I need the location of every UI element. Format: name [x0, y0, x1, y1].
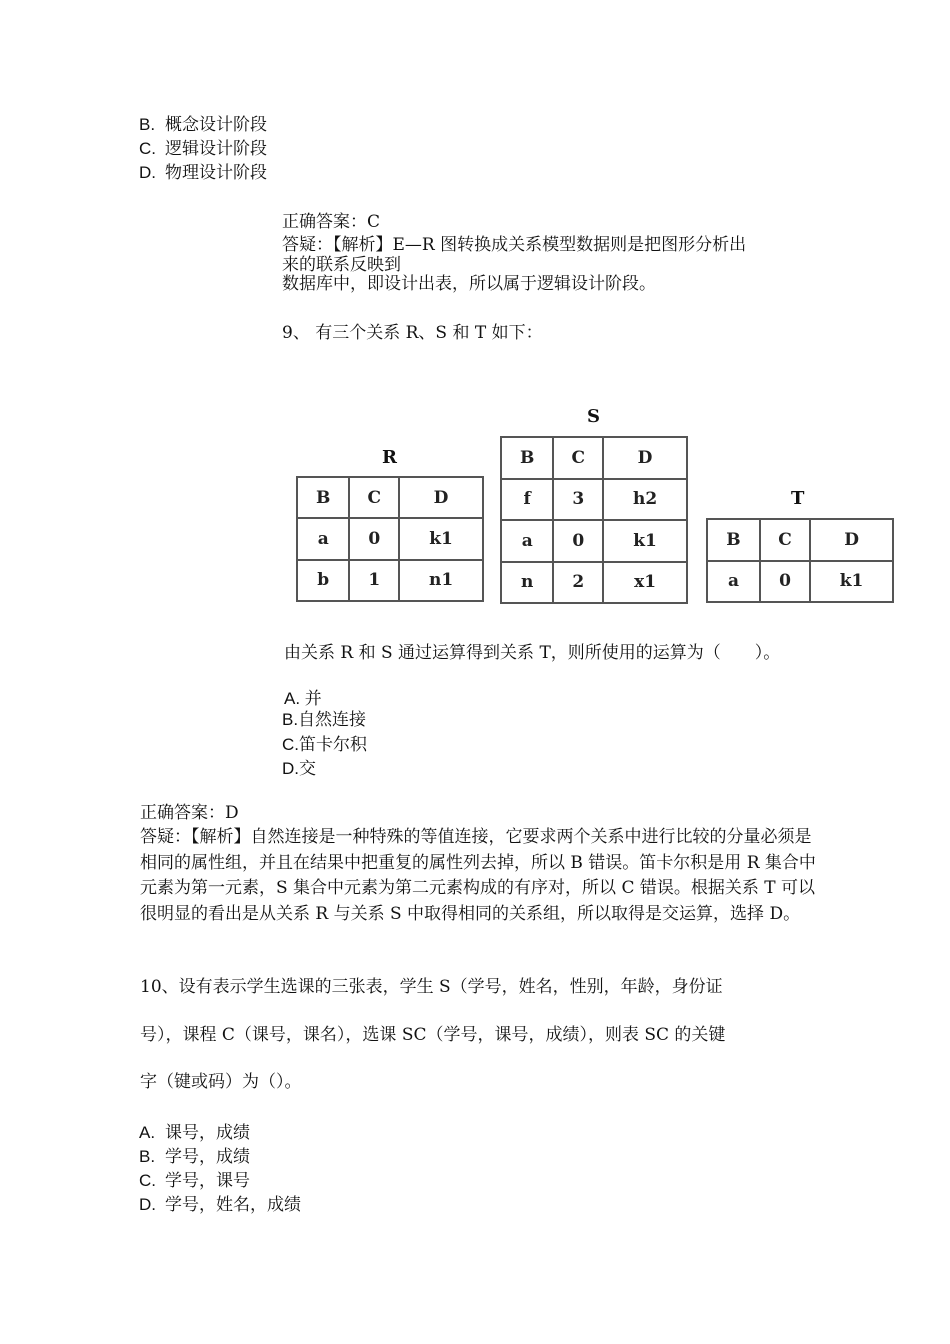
relation-cell: k1 — [810, 561, 893, 603]
option-key: B. — [139, 115, 156, 134]
relation-cell: 0 — [349, 518, 399, 559]
relation-t-row — [707, 561, 893, 603]
relation-r-row — [297, 518, 483, 559]
relation-t-title: T — [791, 488, 805, 509]
option-text: 学号，课号 — [165, 1171, 250, 1190]
q10-option-b — [139, 1145, 250, 1169]
relation-header-cell: C — [760, 519, 810, 561]
relation-t-row — [707, 519, 893, 561]
relation-s-row — [501, 437, 687, 479]
relation-cell: 2 — [553, 562, 603, 604]
q8-explanation-line3: 数据库中，即设计出表，所以属于逻辑设计阶段。 — [282, 274, 656, 294]
relation-s-title: S — [587, 406, 600, 427]
option-key: C. — [139, 139, 156, 158]
q9-stem: 9、 有三个关系 R、S 和 T 如下： — [282, 323, 543, 343]
relation-cell: 3 — [553, 479, 603, 521]
q9-explanation: 答疑：【解析】自然连接是一种特殊的等值连接，它要求两个关系中进行比较的分量必须是相同的属性组，并且在结果中把重复的属性列去掉，所以 B 错误。笛卡尔积是用 R 集合中元素为第一元素，S 集合中元素为第二元素构成的有序对，所以 C 错误。根据关系 T 可以很明显的看出是从关系 R 与关系 S 中取得相同的关系组，所以取得是交运算，选择 D。 — [140, 827, 816, 924]
option-key: D. — [139, 1195, 156, 1214]
relation-header-cell: B — [297, 477, 349, 518]
relation-cell: n1 — [399, 560, 483, 601]
relation-cell: a — [707, 561, 760, 603]
relation-cell: 1 — [349, 560, 399, 601]
relation-header-cell: C — [553, 437, 603, 479]
relation-r-table — [296, 476, 484, 602]
relation-s-row — [501, 479, 687, 521]
option-key: A. — [139, 1123, 156, 1142]
relation-header-cell: B — [707, 519, 760, 561]
q8-option-b — [139, 113, 267, 137]
relation-s-row — [501, 562, 687, 604]
q8-option-d — [139, 161, 267, 185]
relation-cell: a — [297, 518, 349, 559]
q8-explanation-line2: 来的联系反映到 — [282, 255, 401, 275]
option-text: 学号，姓名，成绩 — [165, 1195, 301, 1214]
relation-cell: x1 — [603, 562, 687, 604]
option-key: D. — [139, 163, 156, 182]
option-text: 自然连接 — [298, 710, 367, 729]
q9-option-b — [282, 708, 366, 732]
relation-header-cell: C — [349, 477, 399, 518]
option-key: C. — [282, 735, 299, 754]
relation-r-row — [297, 477, 483, 518]
option-text: 学号，成绩 — [165, 1147, 250, 1166]
option-text: 课号，成绩 — [165, 1123, 250, 1142]
option-text: 笛卡尔积 — [299, 735, 367, 754]
option-key: B. — [139, 1147, 156, 1166]
q10-option-d — [139, 1193, 301, 1217]
q8-correct-answer: 正确答案：C — [282, 212, 381, 232]
option-key: C. — [139, 1171, 156, 1190]
relation-r-row — [297, 560, 483, 601]
option-text: 并 — [304, 689, 322, 708]
option-text: 逻辑设计阶段 — [165, 139, 267, 158]
q9-question: 由关系 R 和 S 通过运算得到关系 T，则所使用的运算为（ ）。 — [284, 643, 781, 663]
option-key: A. — [284, 689, 301, 708]
relation-s-row — [501, 520, 687, 562]
option-text: 交 — [299, 759, 316, 778]
relation-cell: h2 — [603, 479, 687, 521]
option-text: 概念设计阶段 — [165, 115, 267, 134]
q10-stem-line1: 10、设有表示学生选课的三张表，学生 S（学号，姓名，性别，年龄，身份证 — [140, 977, 723, 997]
relation-header-cell: D — [810, 519, 893, 561]
option-key: B. — [282, 710, 299, 729]
q9-option-d — [282, 757, 316, 781]
q10-option-c — [139, 1169, 250, 1193]
q10-stem-line3: 字（键或码）为（）。 — [140, 1072, 302, 1092]
relation-header-cell: D — [603, 437, 687, 479]
q9-option-c — [282, 733, 367, 757]
q10-stem-line2: 号），课程 C（课号，课名），选课 SC（学号，课号，成绩），则表 SC 的关键 — [140, 1025, 726, 1045]
relation-t-table — [706, 518, 894, 603]
relation-cell: k1 — [399, 518, 483, 559]
q8-option-c — [139, 137, 267, 161]
option-key: D. — [282, 759, 299, 778]
relation-r-title: R — [382, 447, 397, 468]
option-text: 物理设计阶段 — [165, 163, 267, 182]
q8-explanation-line1: 答疑：【解析】E—R 图转换成关系模型数据则是把图形分析出 — [282, 235, 747, 255]
relation-cell: 0 — [760, 561, 810, 603]
relation-cell: b — [297, 560, 349, 601]
relation-cell: 0 — [553, 520, 603, 562]
relation-cell: k1 — [603, 520, 687, 562]
relation-cell: a — [501, 520, 553, 562]
relation-cell: n — [501, 562, 553, 604]
q10-option-a — [139, 1121, 250, 1145]
q9-correct-answer: 正确答案：D — [140, 803, 239, 823]
relation-cell: f — [501, 479, 553, 521]
relation-header-cell: D — [399, 477, 483, 518]
relation-header-cell: B — [501, 437, 553, 479]
relation-s-table — [500, 436, 688, 604]
